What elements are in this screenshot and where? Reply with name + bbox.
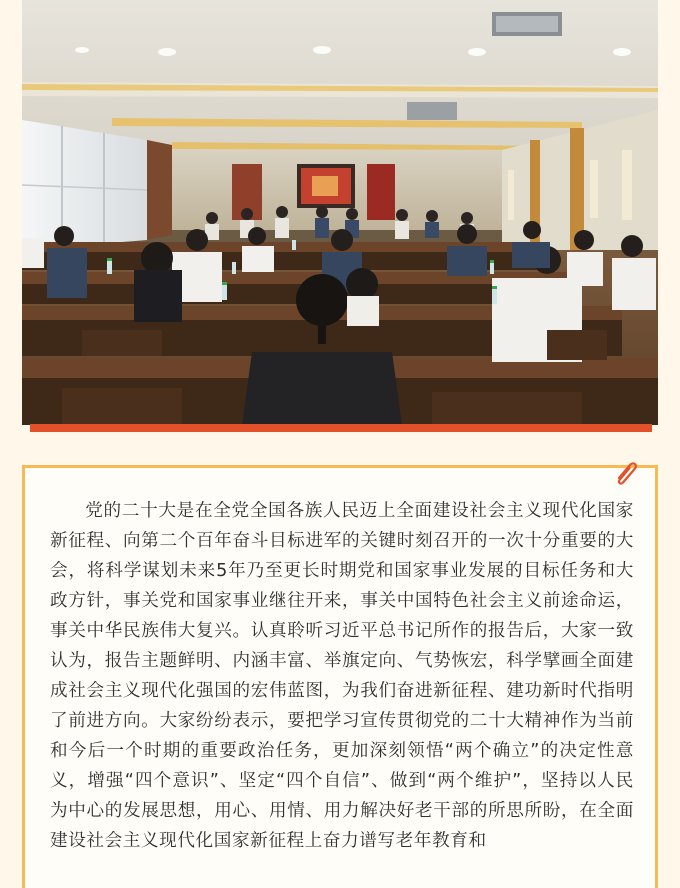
article-paragraph: 党的二十大是在全党全国各族人民迈上全面建设社会主义现代化国家新征程、向第二个百年奋斗目标进军的关键时刻召开的一次十分重要的大会，将科学谋划未来5年乃至更长时期党和国家事业发展的目标任务和大政方针，事关党和国家事业继往开来，事关中国特色社会主义前途命运，事关中华民族伟大复兴。认真聆听习近平总书记所作的报告后，大家一致认为，报告主题鲜明、内涵丰富、举旗定向、气势恢宏，科学擘画全面建成社会主义现代化强国的宏伟蓝图，为我们奋进新征程、建功新时代指明了前进方向。大家纷纷表示，要把学习宣传贯彻党的二十大精神作为当前和今后一个时期的重要政治任务，更加深刻领悟“两个确立”的决定性意义，增强“四个意识”、坚定“四个自信”、做到“两个维护”，坚持以人民为中心的发展思想，用心、用情、用力解决好老干部的所思所盼，在全面建设社会主义现代化国家新征程上奋力谱写老年教育和 <box>50 501 634 851</box>
article-text-box <box>22 465 658 888</box>
paperclip-icon <box>611 456 641 492</box>
photo-accent-bar <box>30 424 652 432</box>
meeting-room-photo <box>22 0 658 425</box>
